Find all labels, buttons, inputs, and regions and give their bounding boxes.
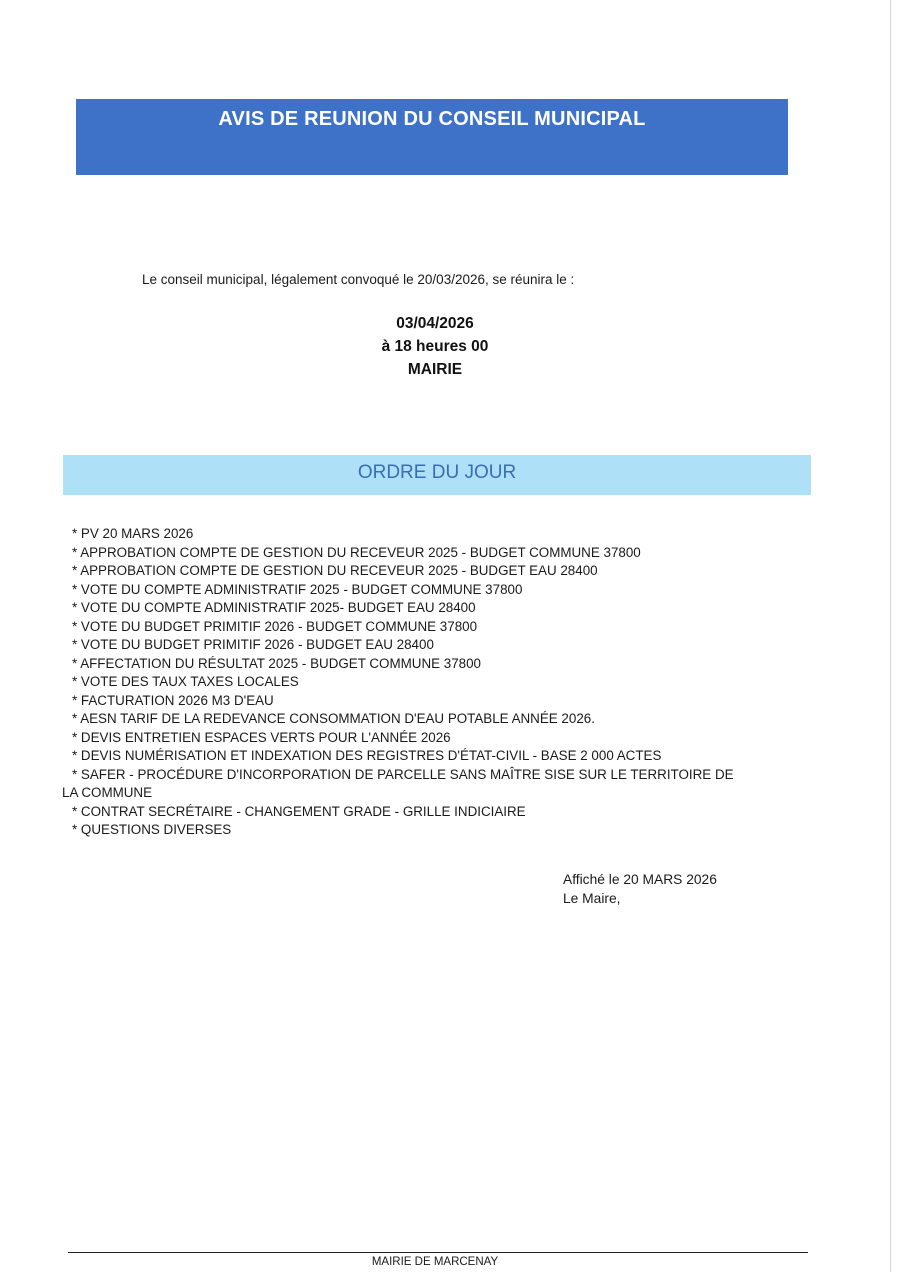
meeting-date: 03/04/2026 (396, 315, 474, 332)
posted-date: Affiché le 20 MARS 2026 (563, 872, 717, 887)
agenda-item: * FACTURATION 2026 M3 D'EAU (72, 692, 274, 708)
convocation-text: Le conseil municipal, légalement convoqué le 20/03/2026, se réunira le : (142, 272, 575, 287)
agenda-item: * CONTRAT SECRÉTAIRE - CHANGEMENT GRADE - GRILLE INDICIAIRE (72, 803, 526, 819)
agenda-item: * VOTE DU BUDGET PRIMITIF 2026 - BUDGET EAU 28400 (72, 637, 434, 652)
footer-text: MAIRIE DE MARCENAY (371, 1256, 499, 1268)
agenda-list (62, 525, 822, 840)
agenda-item: * SAFER - PROCÉDURE D'INCORPORATION DE PARCELLE SANS MAÎTRE SISE SUR LE TERRITOIRE DE (72, 766, 734, 782)
meeting-location: MAIRIE (407, 361, 463, 378)
signature-block (563, 870, 717, 908)
page-edge (890, 0, 891, 1272)
agenda-item: * VOTE DU COMPTE ADMINISTRATIF 2025- BUDGET EAU 28400 (72, 600, 476, 615)
footer-divider (68, 1252, 808, 1253)
agenda-item: * PV 20 MARS 2026 (72, 526, 194, 541)
agenda-item: * DEVIS ENTRETIEN ESPACES VERTS POUR L'ANNÉE 2026 (72, 729, 451, 745)
meeting-details (335, 312, 535, 381)
agenda-item: * DEVIS NUMÉRISATION ET INDEXATION DES REGISTRES D'ÉTAT-CIVIL - BASE 2 000 ACTES (72, 748, 662, 763)
agenda-item-continuation: LA COMMUNE (62, 785, 153, 800)
page-title: AVIS DE REUNION DU CONSEIL MUNICIPAL (218, 108, 646, 130)
meeting-time: à 18 heures 00 (381, 338, 489, 355)
agenda-item: * APPROBATION COMPTE DE GESTION DU RECEVEUR 2025 - BUDGET EAU 28400 (72, 563, 598, 578)
signer-title: Le Maire, (563, 891, 621, 906)
agenda-item: * APPROBATION COMPTE DE GESTION DU RECEVEUR 2025 - BUDGET COMMUNE 37800 (72, 544, 641, 560)
title-banner (76, 99, 788, 175)
agenda-item: * VOTE DU BUDGET PRIMITIF 2026 - BUDGET COMMUNE 37800 (72, 618, 478, 634)
agenda-item: * AESN TARIF DE LA REDEVANCE CONSOMMATION D'EAU POTABLE ANNÉE 2026. (72, 711, 595, 726)
agenda-item: * VOTE DES TAUX TAXES LOCALES (72, 674, 299, 689)
agenda-item: * AFFECTATION DU RÉSULTAT 2025 - BUDGET COMMUNE 37800 (72, 655, 481, 671)
agenda-title: ORDRE DU JOUR (357, 462, 517, 483)
agenda-item: * QUESTIONS DIVERSES (72, 822, 232, 837)
agenda-banner (63, 455, 811, 495)
agenda-item: * VOTE DU COMPTE ADMINISTRATIF 2025 - BUDGET COMMUNE 37800 (72, 581, 523, 597)
